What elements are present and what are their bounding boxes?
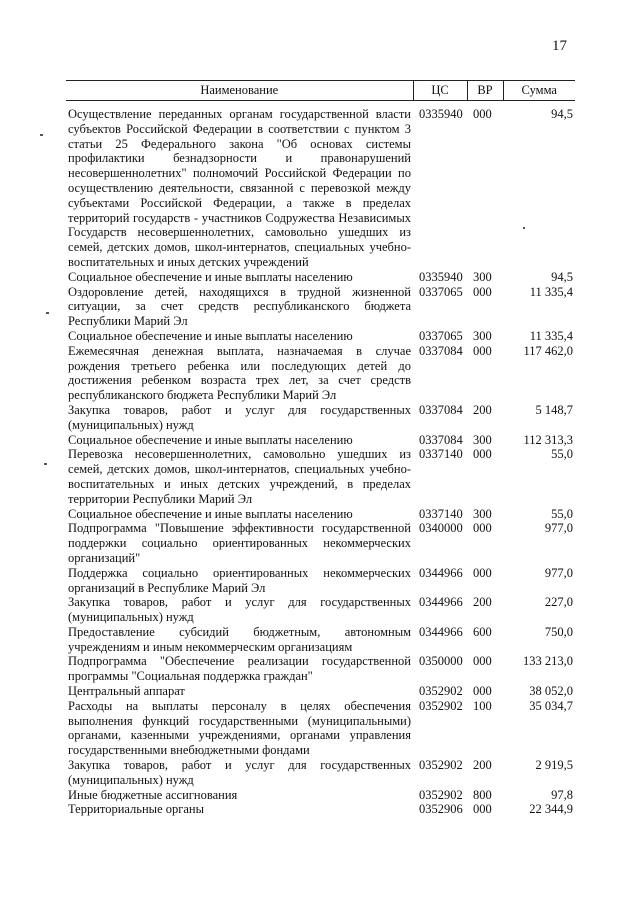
cell-cs: 0337140 (419, 506, 463, 521)
cell-sum: 11 335,4 (529, 328, 573, 343)
cell-cs: 0337065 (419, 328, 463, 343)
cell-vr: 300 (473, 432, 492, 447)
cell-vr: 200 (473, 595, 492, 610)
cell-name: Оздоровление детей, находящихся в трудной жизненной ситуации, за счет средств республиканского бюджета Республики Марий Эл (68, 284, 411, 329)
cell-sum: 94,5 (551, 107, 573, 121)
cell-vr: 300 (473, 506, 492, 521)
header-name: Наименование (66, 81, 413, 101)
cell-name: Закупка товаров, работ и услуг для государственных (муниципальных) нужд (68, 402, 411, 432)
table-row (66, 521, 575, 565)
table-row (66, 625, 575, 655)
cell-cs: 0352902 (419, 684, 463, 699)
cell-sum: 117 462,0 (523, 343, 573, 358)
table-body (66, 101, 575, 818)
cell-vr: 000 (473, 447, 492, 462)
cell-name: Социальное обеспечение и иные выплаты населению (68, 328, 353, 343)
cell-sum: 2 919,5 (535, 758, 573, 773)
cell-sum: 5 148,7 (535, 402, 573, 417)
table-header-row (66, 81, 575, 101)
table-row (66, 802, 575, 817)
cell-cs: 0352902 (419, 787, 463, 802)
cell-sum: 35 034,7 (529, 698, 573, 713)
table-row (66, 403, 575, 433)
cell-cs: 0337084 (419, 402, 463, 417)
table-row (66, 285, 575, 329)
table-row (66, 344, 575, 403)
cell-name: Подпрограмма "Обеспечение реализации государственной программы "Социальная поддержка граждан" (68, 654, 411, 684)
cell-sum: 94,5 (551, 269, 573, 284)
budget-table (66, 80, 575, 817)
cell-cs: 0352906 (419, 802, 463, 817)
table-row (66, 788, 575, 803)
table-row (66, 270, 575, 285)
header-vr: ВР (467, 81, 503, 101)
cell-sum: 133 213,0 (523, 654, 573, 669)
scan-speck (46, 312, 49, 314)
table-row (66, 507, 575, 522)
cell-cs: 0337084 (419, 432, 463, 447)
cell-cs: 0337065 (419, 284, 463, 299)
cell-vr: 300 (473, 269, 492, 284)
scan-speck (40, 134, 43, 136)
table-row (66, 566, 575, 596)
cell-vr: 000 (473, 343, 492, 358)
cell-vr: 200 (473, 758, 492, 773)
table-row (66, 329, 575, 344)
table-row (66, 654, 575, 684)
cell-name: Территориальные органы (68, 802, 205, 817)
cell-name: Расходы на выплаты персоналу в целях обеспечения выполнения функций государственными (муниципальными) органами, казенными учреждениями, органами управления государственными внебюджетными фондами (68, 698, 411, 758)
cell-name: Иные бюджетные ассигнования (68, 787, 238, 802)
cell-sum: 38 052,0 (529, 684, 573, 699)
cell-sum: 750,0 (544, 624, 573, 639)
cell-cs: 0344966 (419, 565, 463, 580)
cell-cs: 0340000 (419, 521, 463, 536)
cell-vr: 300 (473, 328, 492, 343)
scan-speck (44, 463, 47, 465)
cell-name: Социальное обеспечение и иные выплаты населению (68, 506, 353, 521)
cell-cs: 0337140 (419, 447, 463, 462)
cell-sum: 112 313,3 (523, 432, 573, 447)
cell-name: Закупка товаров, работ и услуг для государственных (муниципальных) нужд (68, 758, 411, 787)
cell-sum: 11 335,4 (529, 284, 573, 299)
table-row (66, 433, 575, 448)
cell-name: Подпрограмма "Повышение эффективности государственной поддержки социально ориентированных некоммерческих организаций" (68, 521, 411, 565)
table-row (66, 758, 575, 788)
page-number: 17 (552, 38, 567, 54)
header-cs: ЦС (413, 81, 467, 101)
cell-vr: 100 (473, 698, 492, 713)
cell-vr: 000 (473, 684, 492, 699)
cell-sum: 55,0 (551, 447, 573, 462)
cell-cs: 0344966 (419, 624, 463, 639)
cell-vr: 600 (473, 624, 492, 639)
cell-vr: 000 (473, 654, 492, 669)
cell-cs: 0352902 (419, 698, 463, 713)
cell-vr: 800 (473, 787, 492, 802)
cell-name: Поддержка социально ориентированных некоммерческих организаций в Республике Марий Эл (68, 565, 411, 595)
cell-vr: 000 (473, 565, 492, 580)
cell-vr: 000 (473, 284, 492, 299)
table-row (66, 699, 575, 758)
cell-cs: 0350000 (419, 654, 463, 669)
cell-name: Ежемесячная денежная выплата, назначаемая в случае рождения третьего ребенка или последующих детей до достижения ребенком возраста трех лет, за счет средств республиканского бюджета Республики Марий Эл (68, 343, 411, 403)
cell-sum: 55,0 (551, 506, 573, 521)
cell-cs: 0335940 (419, 269, 463, 284)
cell-sum: 22 344,9 (529, 802, 573, 817)
cell-vr: 000 (473, 107, 492, 121)
cell-sum: 977,0 (544, 565, 573, 580)
cell-name: Социальное обеспечение и иные выплаты населению (68, 269, 353, 284)
table-row (66, 684, 575, 699)
cell-vr: 200 (473, 402, 492, 417)
cell-cs: 0337084 (419, 343, 463, 358)
table-row (66, 595, 575, 625)
cell-name: Центральный аппарат (68, 684, 185, 699)
table-row (66, 101, 575, 270)
cell-name: Перевозка несовершеннолетних, самовольно ушедших из семей, детских домов, школ-интернатов, специальных учебно-воспитательных и иных детских учреждений, в пределах территории Республики Марий Эл (68, 447, 411, 506)
table-row (66, 447, 575, 506)
cell-cs: 0344966 (419, 595, 463, 610)
header-sum: Сумма (503, 81, 575, 101)
cell-name: Предоставление субсидий бюджетным, автономным учреждениям и иным некоммерческим организациям (68, 624, 411, 654)
cell-name: Осуществление переданных органам государственной власти субъектов Российской Федерации в соответствии с пунктом 3 статьи 25 Федерального закона "Об основах системы профилактики безнадзорности и правонарушений несовершеннолетних" полномочий Российской Федерации по осуществлению деятельности, связанной с перевозкой между субъектами Российской Федерации, а также в пределах территорий государств - участников Содружества Независимых Государств несовершеннолетних, самовольно ушедших из семей, детских домов, школ-интернатов, специальных учебно-воспитательных и иных детских учреждений (68, 107, 411, 269)
cell-cs: 0352902 (419, 758, 463, 773)
cell-vr: 000 (473, 521, 492, 536)
cell-cs: 0335940 (419, 107, 463, 121)
cell-sum: 227,0 (544, 595, 573, 610)
cell-name: Социальное обеспечение и иные выплаты населению (68, 432, 353, 447)
cell-name: Закупка товаров, работ и услуг для государственных (муниципальных) нужд (68, 595, 411, 625)
cell-sum: 97,8 (551, 787, 573, 802)
cell-vr: 000 (473, 802, 492, 817)
cell-sum: 977,0 (544, 521, 573, 536)
